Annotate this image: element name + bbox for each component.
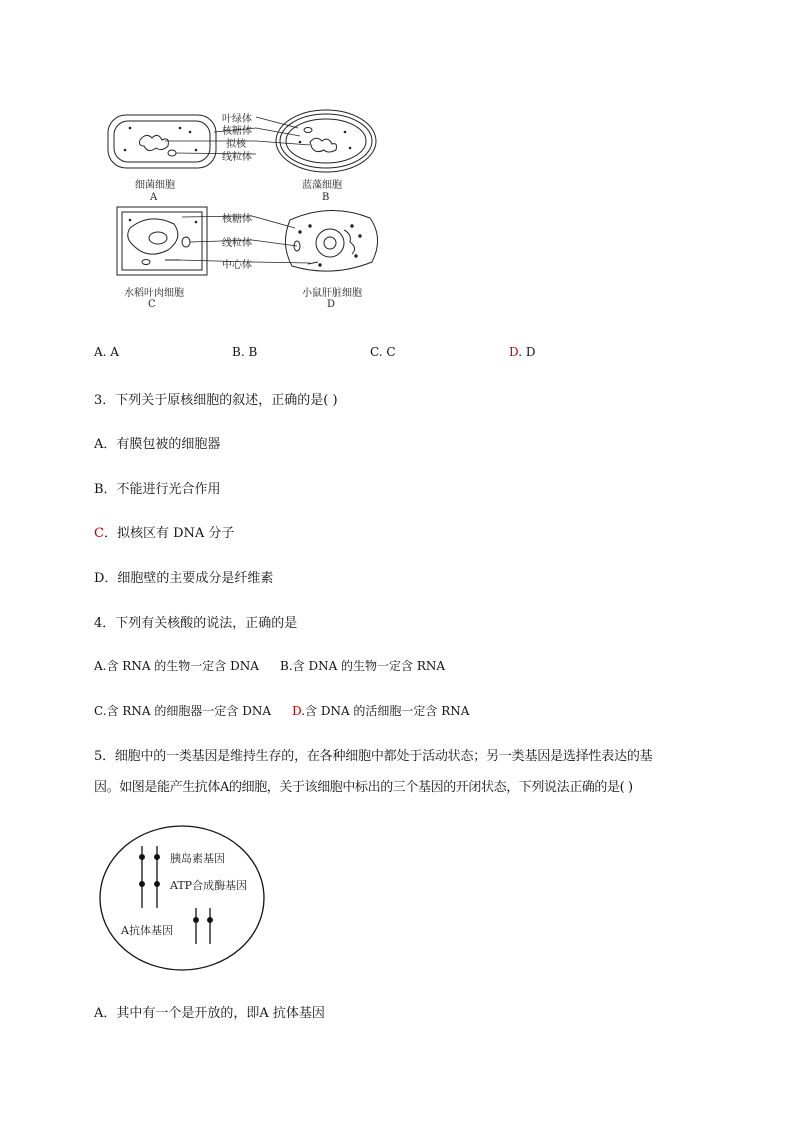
- q5-stem-line2: 因。如图是能产生抗体A的细胞，关于该细胞中标出的三个基因的开闭状态，下列说法正确的是( ): [94, 780, 633, 795]
- label-chloroplast: 叶绿体: [222, 114, 252, 125]
- q5-option-a[interactable]: A．其中有一个是开放的，即A 抗体基因: [94, 1006, 325, 1021]
- q4-option-b[interactable]: B.含 DNA 的生物一定含 RNA: [280, 659, 446, 673]
- caption-bacteria-letter: A: [150, 192, 158, 203]
- chromosome-pair-left: [140, 846, 160, 908]
- cell-diagrams: [0, 0, 794, 320]
- label-centriole: 中心体: [222, 260, 252, 271]
- q2-option-d[interactable]: D. D: [509, 345, 536, 359]
- cell-outline: [100, 826, 264, 970]
- caption-rice-letter: C: [148, 299, 156, 310]
- q3-option-b[interactable]: B．不能进行光合作用: [94, 482, 221, 497]
- label-antibody-gene: A抗体基因: [121, 924, 173, 937]
- q5-stem-line1: 5．细胞中的一类基因是维持生存的，在各种细胞中都处于活动状态；另一类基因是选择性表达的基: [94, 749, 653, 764]
- q4-option-d[interactable]: D.含 DNA 的活细胞一定含 RNA: [292, 704, 470, 718]
- label-insulin-gene: 胰岛素基因: [170, 852, 225, 865]
- q3-option-d[interactable]: D．细胞壁的主要成分是纤维素: [94, 571, 274, 586]
- caption-cyano: 蓝藻细胞: [302, 180, 342, 191]
- q4-stem: 4．下列有关核酸的说法，正确的是: [94, 616, 298, 631]
- label-mitochondria-b: 线粒体: [222, 238, 252, 249]
- caption-bacteria: 细菌细胞: [135, 180, 175, 191]
- label-mitochondria-a: 线粒体: [222, 152, 252, 163]
- label-nucleoid: 拟核: [226, 139, 246, 150]
- q2-option-b[interactable]: B. B: [232, 345, 258, 359]
- caption-rice: 水稻叶肉细胞: [124, 288, 184, 299]
- mouse-liver-cell-drawing: [285, 210, 377, 271]
- caption-mouse-letter: D: [327, 299, 336, 310]
- q2-option-c[interactable]: C. C: [370, 345, 396, 359]
- q3-option-c[interactable]: C．拟核区有 DNA 分子: [94, 526, 235, 541]
- q3-stem: 3．下列关于原核细胞的叙述，正确的是( ): [94, 393, 338, 408]
- caption-mouse: 小鼠肝脏细胞: [302, 288, 362, 299]
- q3-option-a[interactable]: A．有膜包被的细胞器: [94, 437, 221, 452]
- q4-option-a[interactable]: A.含 RNA 的生物一定含 DNA: [94, 659, 259, 673]
- label-ribosome-b: 核糖体: [222, 214, 252, 225]
- q2-option-a[interactable]: A. A: [94, 345, 119, 359]
- bacteria-cell-drawing: [108, 115, 216, 168]
- label-atp-synthase-gene: ATP合成酶基因: [170, 879, 248, 892]
- chromosome-pair-right: [194, 908, 213, 944]
- caption-cyano-letter: B: [322, 192, 330, 203]
- label-ribosome-a: 核糖体: [222, 126, 252, 137]
- q4-option-c[interactable]: C.含 RNA 的细胞器一定含 DNA: [94, 704, 272, 718]
- cyanobacteria-cell-drawing: [276, 110, 376, 172]
